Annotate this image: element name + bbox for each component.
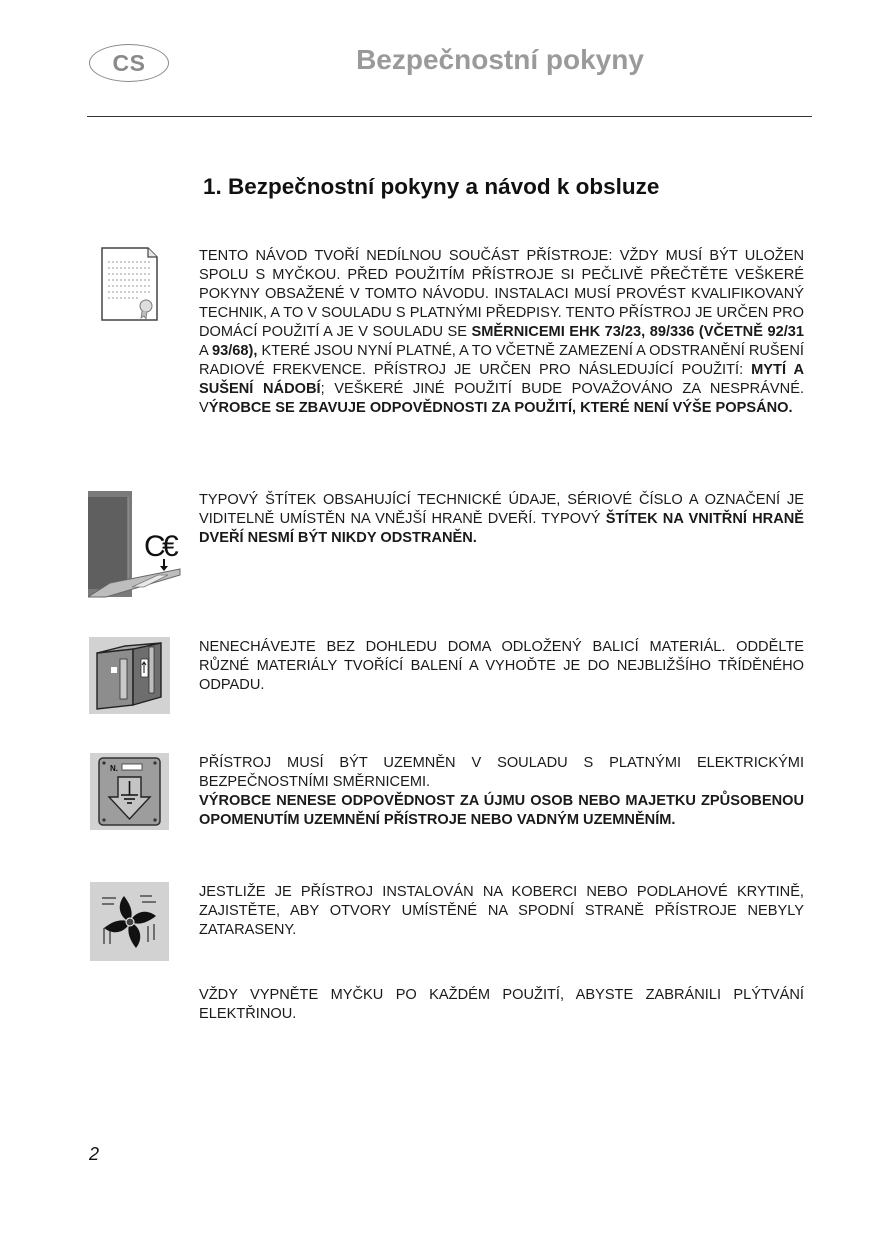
directive-list-end: 93/68), — [211, 343, 258, 359]
header-divider — [87, 116, 812, 117]
grounding-warning: VÝROBCE NENESE ODPOVĚDNOST ZA ÚJMU OSOB NEBO MAJETKU ZPŮSOBENOU OPOMENUTÍM UZEMNĚNÍ PŘÍSTROJE NEBO VADNÝM UZEMNĚNÍM. — [199, 793, 804, 828]
ventilation-fan-icon — [90, 882, 169, 961]
grounding-icon — [90, 753, 169, 830]
directive-list: SMĚRNICEMI EHK 73/23, 89/336 (VČETNĚ 92/31 — [471, 324, 804, 340]
instructions-text-c: A — [199, 343, 212, 359]
grounding-requirement: PŘÍSTROJ MUSÍ BÝT UZEMNĚN V SOULADU S PLATNÝMI ELEKTRICKÝMI BEZPEČNOSTNÍMI SMĚRNICEMI. — [199, 755, 804, 790]
section-title: 1. Bezpečnostní pokyny a návod k obsluze — [203, 174, 660, 199]
ventilation-paragraph: JESTLIŽE JE PŘÍSTROJ INSTALOVÁN NA KOBERCI NEBO PODLAHOVÉ KRYTINĚ, ZAJISTĚTE, ABY OTVORY UMÍSTĚNÉ NA SPODNÍ STRANĚ PŘÍSTROJE NEBYLY ZATARASENY. — [199, 884, 804, 938]
packaging-box-icon — [89, 637, 170, 714]
packaging-paragraph: NENECHÁVEJTE BEZ DOHLEDU DOMA ODLOŽENÝ BALICÍ MATERIÁL. ODDĚLTE RŮZNÉ MATERIÁLY TVOŘÍCÍ BALENÍ A VYHOĎTE JE DO NEJBLIŽŠÍHO TŘÍDĚNÉHO ODPADU. — [199, 639, 804, 693]
document-icon — [100, 246, 160, 324]
instructions-text-d: KTERÉ JSOU NYNÍ PLATNÉ, A TO VČETNĚ ZAMEZENÍ A ODSTRANĚNÍ RUŠENÍ RADIOVÉ FREKVENCE. PŘÍSTROJ JE URČEN PRO NÁSLEDUJÍCÍ POUŽITÍ: — [199, 343, 804, 378]
instructions-text-e: ; VEŠKERÉ JINÉ POUŽITÍ BUDE POVAŽOVÁNO ZA NESPRÁVNÉ. V — [199, 381, 804, 416]
svg-text:€: € — [162, 530, 179, 563]
rating-plate-text: TYPOVÝ ŠTÍTEK OBSAHUJÍCÍ TECHNICKÉ ÚDAJE, SÉRIOVÉ ČÍSLO A OZNAČENÍ JE VIDITELNĚ UMÍSTĚN NA VNĚJŠÍ HRANĚ DVEŘÍ. TYPOVÝ — [199, 492, 804, 527]
instructions-paragraph — [199, 247, 804, 418]
svg-text:C: C — [144, 530, 166, 563]
rating-plate-warning: ŠTÍTEK NA VNITŘNÍ HRANĚ DVEŘÍ NESMÍ BÝT NIKDY ODSTRANĚN. — [199, 511, 805, 546]
language-badge — [89, 44, 169, 82]
language-code: CS — [112, 49, 146, 76]
intended-use: MYTÍ A SUŠENÍ NÁDOBÍ — [199, 362, 804, 397]
rating-plate-paragraph — [199, 491, 804, 548]
page-header-title: Bezpečnostní pokyny — [356, 44, 644, 75]
grounding-paragraph — [199, 754, 804, 830]
liability-disclaimer: ÝROBCE SE ZBAVUJE ODPOVĚDNOSTI ZA POUŽITÍ, KTERÉ NENÍ VÝŠE POPSÁNO. — [208, 400, 793, 416]
rating-plate-ce-icon — [88, 491, 182, 599]
page-number: 2 — [89, 1144, 100, 1164]
power-off-paragraph: VŽDY VYPNĚTE MYČKU PO KAŽDÉM POUŽITÍ, ABYSTE ZABRÁNILI PLÝTVÁNÍ ELEKTŘINOU. — [199, 987, 804, 1022]
ground-plate-label: N. — [110, 764, 118, 773]
instructions-text-a: TENTO NÁVOD TVOŘÍ NEDÍLNOU SOUČÁST PŘÍSTROJE: VŽDY MUSÍ BÝT ULOŽEN SPOLU S MYČKOU. PŘED POUŽITÍM PŘÍSTROJE SI PEČLIVĚ PŘEČTĚTE VEŠKERÉ POKYNY OBSAŽENÉ V TOMTO NÁVODU. INSTALACI MUSÍ PROVÉST KVALIFIKOVANÝ TECHNIK, A TO V SOULADU S PLATNÝMI PŘEDPISY. TENTO PŘÍSTROJ JE URČEN PRO DOMÁCÍ POUŽITÍ A JE V SOULADU SE — [199, 248, 804, 340]
